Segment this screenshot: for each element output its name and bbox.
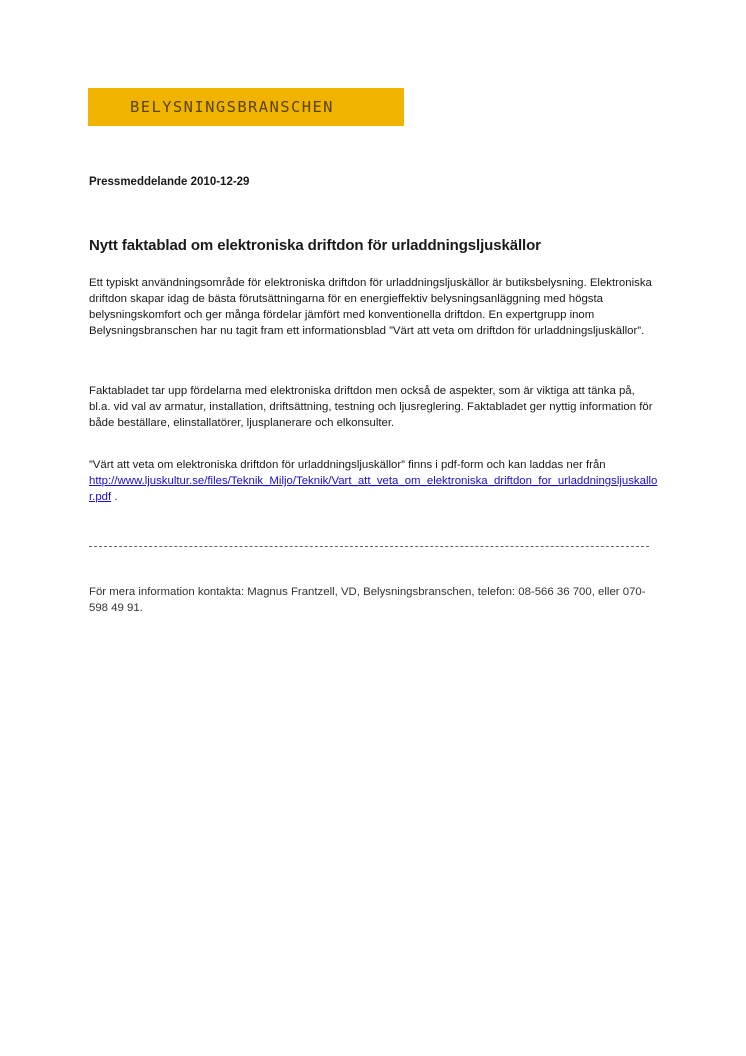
article-paragraph-2: Faktabladet tar upp fördelarna med elektroniska driftdon men också de aspekter, som är viktiga att tänka på, bl.a. vid val av armatur, installation, driftsättning, testning och ljusreglering. Faktabladet ger nyttig information för både beställare, elinstallatörer, ljusplanerare och elkonsulter.	[89, 385, 653, 429]
download-link-suffix: .	[111, 491, 118, 503]
article-paragraph-1: Ett typiskt användningsområde för elektroniska driftdon för urladdningsljuskällor är butiksbelysning. Elektroniska driftdon skapar idag de bästa förutsättningarna för en energieffektiv belysningsanläggning med högsta belysningskomfort och ger många fördelar jämfört med konventionella driftdon. En expertgrupp inom Belysningsbranschen har nu tagit fram ett informationsblad ”Värt att veta om driftdon för urladdningsljuskällor”.	[89, 277, 652, 337]
article-paragraph-3	[89, 457, 659, 505]
download-intro-text: ”Värt att veta om elektroniska driftdon för urladdningsljuskällor” finns i pdf-form och kan laddas ner från	[89, 459, 606, 471]
section-divider	[89, 546, 649, 557]
contact-info: För mera information kontakta: Magnus Frantzell, VD, Belysningsbranschen, telefon: 08-566 36 700, eller 070-598 49 91.	[89, 586, 646, 614]
download-pdf-link[interactable]: http://www.ljuskultur.se/files/Teknik_Miljo/Teknik/Vart_att_veta_om_elektroniska_driftdon_for_urladdningsljuskallor.pdf	[89, 475, 658, 503]
article-headline: Nytt faktablad om elektroniska driftdon för urladdningsljuskällor	[89, 237, 541, 254]
brand-logo-text: BELYSNINGSBRANSCHEN	[130, 98, 334, 116]
brand-logo-bar	[88, 88, 404, 126]
press-release-date: Pressmeddelande 2010-12-29	[89, 176, 250, 188]
